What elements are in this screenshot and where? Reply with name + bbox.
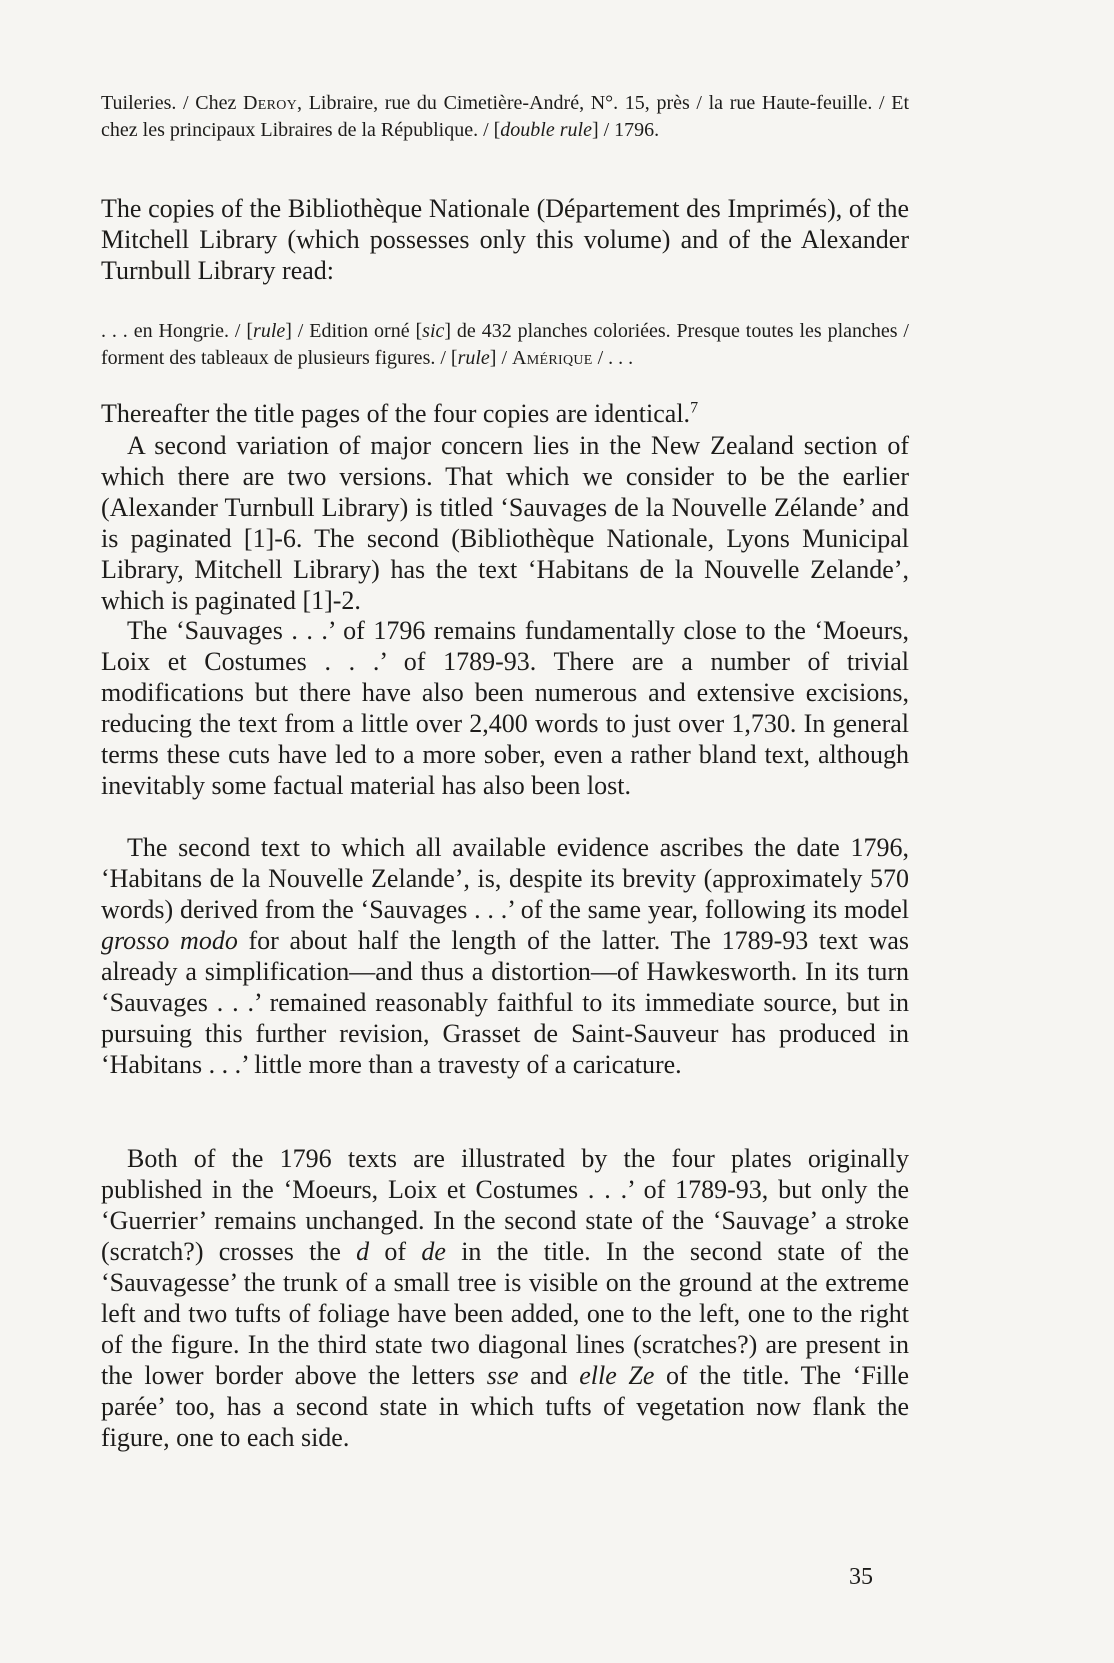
paragraph-italic: sse: [486, 1361, 519, 1390]
paragraph-text: for about half the length of the latter. The 1789-93 text was already a simplification—and thus a distortion—of Hawkesworth. In its turn ‘Sauvages . . .’ remained reasonably faithful to its immediate source, but in pursuing this further revision, Grasset de Saint-Sauveur has produced in ‘Habitans . . .’ little more than a travesty of a caricature.: [101, 926, 910, 1079]
citation-text: / . . .: [592, 347, 634, 369]
citation-text: ] /: [489, 347, 512, 369]
paragraph-text: and: [518, 1361, 580, 1390]
citation-italic: double rule: [500, 119, 592, 141]
citation-text: ] / 1796.: [591, 119, 660, 141]
citation-text: , Libraire, rue du Cimetière-André, N°. 15, près / la rue Haute-feuille. / Et chez les principaux Libraires de la République. / [: [101, 92, 910, 141]
thereafter-paragraph: [101, 398, 909, 429]
paragraph-italic: grosso modo: [101, 926, 238, 955]
citation-title-page-continuation: [101, 90, 909, 144]
paragraph-italic: d: [356, 1237, 370, 1266]
paragraph-italic: de: [421, 1237, 446, 1266]
citation-variant-title: [101, 318, 909, 372]
paragraph-text: in the title. In the second state of the ‘Sauvagesse’ the trunk of a small tree is visible on the ground at the extreme left and two tufts of foliage have been added, one to the left, one to the right of the figure. In the third state two diagonal lines (scratches?) are present in the lower border above the letters: [101, 1237, 909, 1390]
sauvages-paragraph: The ‘Sauvages . . .’ of 1796 remains fundamentally close to the ‘Moeurs, Loix et Costumes . . .’ of 1789-93. There are a number of trivial modifications but there have also been numerous and extensive excisions, reducing the text from a little over 2,400 words to just over 1,730. In general terms these cuts have led to a more sober, even a rather bland text, although inevitably some factual material has also been lost.: [101, 616, 909, 800]
second-variation-paragraph: A second variation of major concern lies in the New Zealand section of which there are two versions. That which we consider to be the earlier (Alexander Turnbull Library) is titled ‘Sauvages de la Nouvelle Zélande’ and is paginated [1]-6. The second (Bibliothèque Nationale, Lyons Municipal Library, Mitchell Library) has the text ‘Habitans de la Nouvelle Zelande’, which is paginated [1]-2.: [101, 431, 909, 615]
citation-italic: rule: [457, 347, 490, 369]
footnote-marker: 7: [690, 399, 699, 417]
page-number: 35: [849, 1564, 873, 1590]
citation-text: Tuileries. / Chez: [101, 92, 243, 114]
illustrations-paragraph: [101, 1143, 909, 1453]
publisher-name: Deroy: [242, 92, 298, 114]
second-text-paragraph: [101, 832, 909, 1080]
citation-italic: sic: [422, 320, 445, 342]
paragraph-text: Both of the 1796 texts are illustrated by the four plates originally published in the ‘Moeurs, Loix et Costumes . . .’ of 1789-93, but only the ‘Guerrier’ remains unchanged. In the second state of the ‘Sauvage’ a stroke (scratch?) crosses the: [101, 1144, 909, 1266]
citation-text: . . . en Hongrie. / [: [101, 320, 254, 342]
paragraph-text: of the title. The ‘Fille parée’ too, has a second state in which tufts of vegetation now flank the figure, one to each side.: [101, 1361, 909, 1452]
citation-text: ] de 432 planches coloriées. Presque toutes les planches / forment des tableaux de plusieurs figures. / [: [101, 320, 909, 369]
paragraph-text: of: [369, 1237, 422, 1266]
paragraph-text: The second text to which all available evidence ascribes the date 1796, ‘Habitans de la Nouvelle Zelande’, is, despite its brevity (approximately 570 words) derived from the ‘Sauvages . . .’ of the same year, following its model: [101, 833, 909, 924]
citation-text: ] / Edition orné [: [285, 320, 423, 342]
citation-smallcaps: Amérique: [512, 347, 593, 369]
paragraph-text: Thereafter the title pages of the four copies are identical.: [101, 399, 691, 428]
paragraph-italic: elle Ze: [579, 1361, 655, 1390]
intro-paragraph: The copies of the Bibliothèque Nationale (Département des Imprimés), of the Mitchell Library (which possesses only this volume) and of the Alexander Turnbull Library read:: [101, 194, 909, 285]
citation-italic: rule: [253, 320, 286, 342]
